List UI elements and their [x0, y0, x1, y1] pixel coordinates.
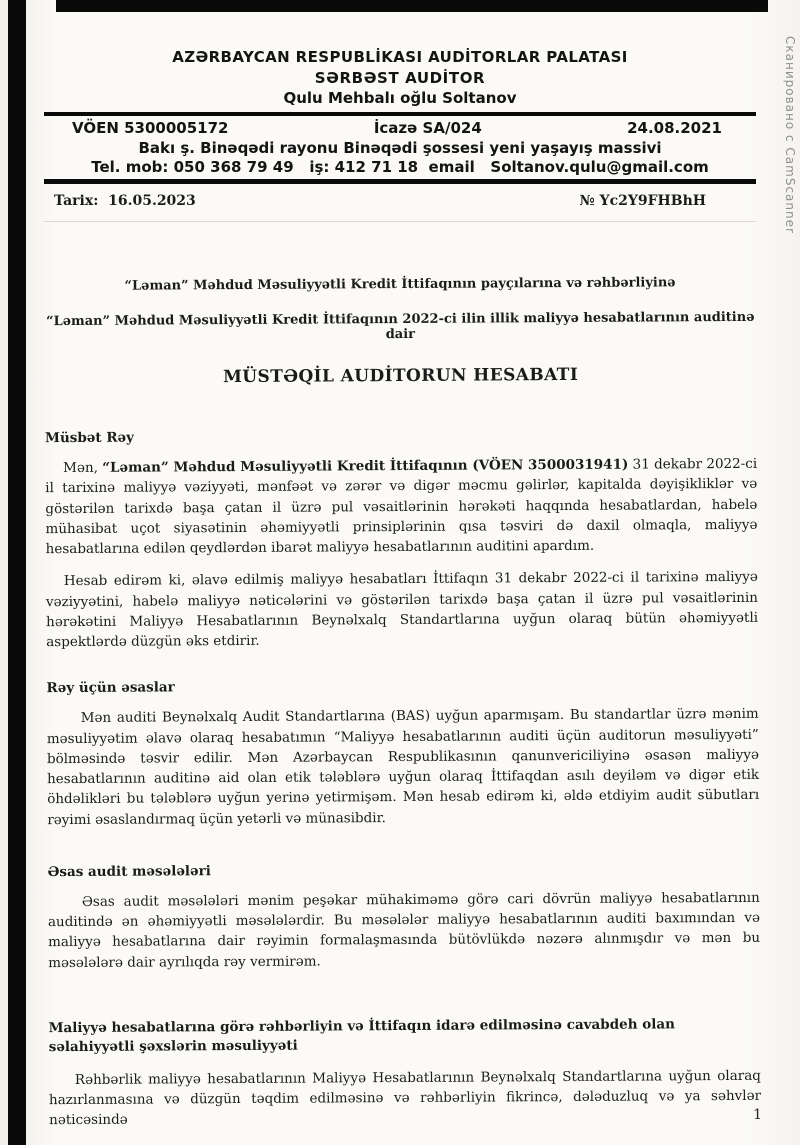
paragraph-basis: Mən auditi Beynəlxalq Audit Standartlarına (BAS) uyğun aparmışam. Bu standartlar üzrə mənim məsuliyyətim əlavə olaraq hesabatımın “Maliyyə hesabatlarının auditi üçün auditorun məsuliyyəti” bölməsində təsvir edilir. Mən Azərbaycan Respublikasının qanunvericiliyinə əsasən maliyyə hesabatlarının auditinə aid olan etik tələblərə uyğun olaraq İttifaqdan asılı deyiləm və digər etik öhdəlikləri bu tələblərə uyğun yerinə yetirmişəm. Mən hesab edirəm ki, əldə etdiyim audit sübutları rəyimi əsaslandırmaq üçün yetərli və münasibdir.	[46, 706, 760, 828]
scan-edge-top	[56, 0, 768, 12]
header-info-row	[44, 118, 756, 138]
paragraph-key-matters: Əsas audit məsələləri mənim peşəkar mühakiməmə görə cari dövrün maliyyə hesabatlarının auditində ən əhəmiyyətli məsələlərdir. Bu məsələlər maliyyə hesabatlarının auditi baxımından və maliyyə hesabatlarına dair rəyimin formalaşmasında bütövlükdə nəzərə alınmışdır və mən bu məsələlərə dair ayrılıqda rəy vermirəm.	[47, 889, 761, 971]
paragraph-opinion-2: Hesab edirəm ki, əlavə edilmiş maliyyə hesabatları İttifaqın 31 dekabr 2022-ci il tarixinə maliyyə vəziyyətini, habelə maliyyə nəticələrini və göstərilən tarixdə başa çatan il üzrə pul vəsaitlərinin hərəkətini Maliyyə Hesabatlarının Beynəlxalq Standartlarına uyğun olaraq bütün əhəmiyyətli aspektlərdə düzgün əks etdirir.	[45, 569, 759, 651]
header-organization: AZƏRBAYCAN RESPUBLİKASI AUDİTORLAR PALATASI	[172, 48, 628, 66]
document-date: Tarix: 16.05.2023	[54, 193, 196, 209]
paragraph-text-lead: Mən,	[63, 459, 103, 477]
header-address: Bakı ş. Binəqədi rayonu Binəqədi şossesi yeni yaşayış massivi	[138, 139, 662, 157]
paragraph-text-bold: “Ləman” Məhdud Məsuliyyətli Kredit İttifaqının (VÖEN 3500031941)	[102, 456, 629, 476]
scan-edge-left	[8, 0, 26, 1145]
header-auditor-type: SƏRBƏST AUDİTOR	[314, 69, 486, 87]
divider-rule-top	[44, 112, 756, 116]
paragraph-responsibility: Rəhbərlik maliyyə hesabatlarının Maliyyə Hesabatlarının Beynəlxalq Standartlarına uyğun olaraq hazırlanmasına və düzgün təqdim edilməsinə və rəhbərliyin fikrincə, dələduzluq və ya səhvlər nəticəsində	[48, 1067, 762, 1129]
header-voen: VÖEN 5300005172	[72, 119, 229, 137]
section-heading-opinion: Müsbət Rəy	[44, 429, 135, 447]
header-license-date: 24.08.2021	[627, 119, 722, 137]
section-heading-key-matters: Əsas audit məsələləri	[47, 862, 211, 880]
camscanner-watermark: Сканировано с CamScanner	[783, 36, 797, 234]
report-title: MÜSTƏQİL AUDİTORUN HESABATI	[222, 364, 579, 388]
document-number: № Yc2Y9FHBhH	[579, 193, 706, 209]
letter-addressee: “Ləman” Məhdud Məsuliyyətli Kredit İttifaqının payçılarına və rəhbərliyinə	[124, 275, 676, 294]
page-number: 1	[753, 1107, 762, 1123]
divider-rule-bottom	[44, 179, 756, 184]
letter-body	[44, 275, 761, 1131]
divider-hairline	[44, 221, 756, 222]
header-contact: Tel. mob: 050 368 79 49 iş: 412 71 18 email Soltanov.qulu@gmail.com	[91, 158, 709, 176]
header-auditor-name: Qulu Mehbalı oğlu Soltanov	[283, 89, 517, 107]
section-heading-responsibility: Maliyyə hesabatlarına görə rəhbərliyin və İttifaqın idarə edilməsinə cavabdeh olan səlahiyyətli şəxslərin məsuliyyəti	[48, 1016, 675, 1056]
date-row	[44, 193, 756, 209]
document-content	[44, 14, 762, 1129]
header-license: İcazə SA/024	[373, 119, 482, 137]
letter-subject: “Ləman” Məhdud Məsuliyyətli Kredit İttifaqının 2022-ci ilin illik maliyyə hesabatlarının auditinə dair	[46, 309, 755, 343]
paragraph-text-rest: 31 dekabr 2022-ci il tarixinə maliyyə vəziyyəti, mənfəət və zərər və digər məcmu gəlirlər, kapitalda dəyişikliklər və göstərilən tarixdə başa çatan il üzrə pul vəsaitlərinin hərəkəti haqqında hesabatlardan, habelə mühasibat uçot siyasətinin əhəmiyyətli prinsiplərinin qısa təsviri də daxil olmaqla, maliyyə hesabatlarına edilən qeydlərdən ibarət maliyyə hesabatlarının auditini apardım.	[45, 455, 758, 558]
paragraph-opinion-1	[45, 454, 758, 560]
section-heading-basis: Rəy üçün əsaslar	[46, 679, 175, 697]
